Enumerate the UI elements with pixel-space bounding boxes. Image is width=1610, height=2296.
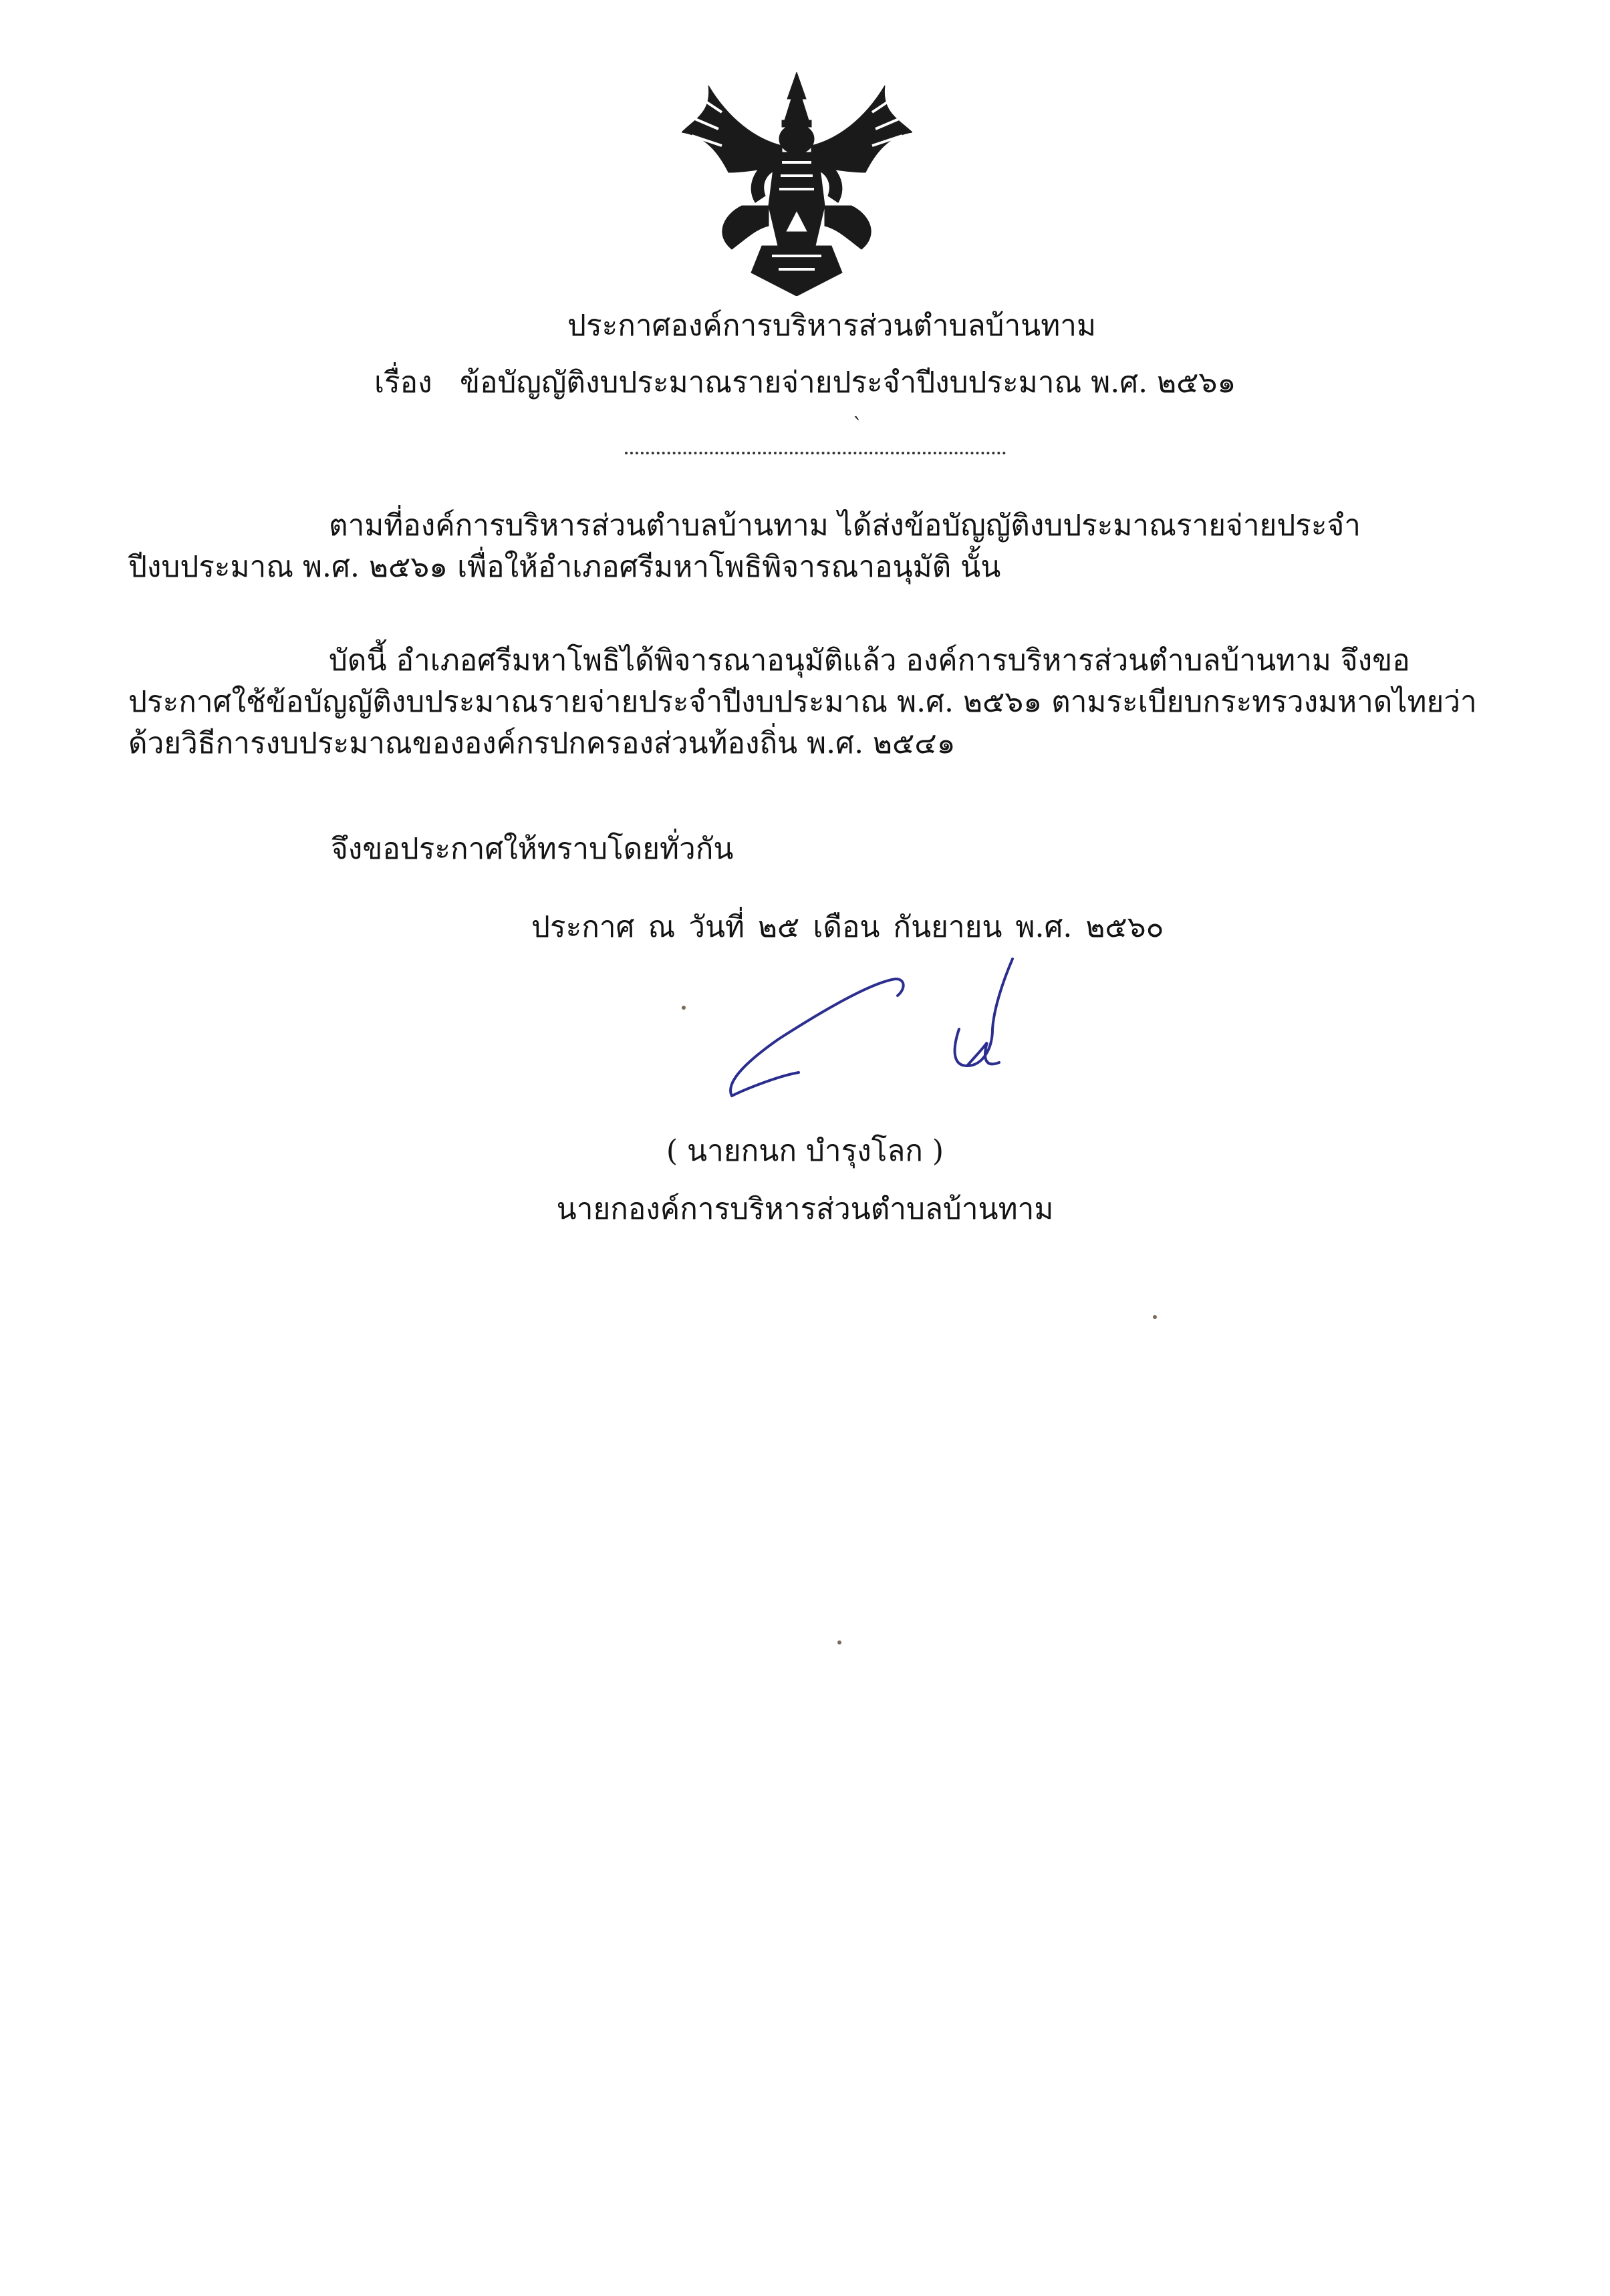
subject-label: เรื่อง bbox=[374, 366, 432, 400]
dotted-separator bbox=[625, 452, 1006, 454]
signer-name: ( นายกนก บำรุงโลก ) bbox=[666, 1134, 944, 1168]
garuda-emblem-icon bbox=[682, 72, 912, 296]
body-paragraph-2 bbox=[128, 640, 1498, 764]
subject-text: ข้อบัญญัติงบประมาณรายจ่ายประจำปีงบประมาณ พ.ศ. ๒๕๖๑ bbox=[460, 366, 1236, 400]
closing-statement: จึงขอประกาศให้ทราบโดยทั่วกัน bbox=[331, 832, 734, 866]
paper-speck bbox=[1153, 1315, 1157, 1319]
document-subject bbox=[374, 364, 1236, 402]
paper-speck bbox=[682, 1006, 686, 1010]
announcement-date: ประกาศ ณ วันที่ ๒๕ เดือน กันยายน พ.ศ. ๒๕๖๐ bbox=[531, 910, 1164, 944]
stray-mark: ` bbox=[853, 414, 863, 438]
body-paragraph-1 bbox=[128, 505, 1498, 588]
paragraph-text: บัดนี้ อำเภอศรีมหาโพธิได้พิจารณาอนุมัติแล้ว องค์การบริหารส่วนตำบลบ้านทาม จึงขอประกาศใช้ข้อบัญญัติงบประมาณรายจ่ายประจำปีงบประมาณ พ.ศ. ๒๕๖๑ ตามระเบียบกระทรวงมหาดไทยว่าด้วยวิธีการงบประมาณขององค์กรปกครองส่วนท้องถิ่น พ.ศ. ๒๕๔๑ bbox=[128, 643, 1477, 760]
signer-position: นายกองค์การบริหารส่วนตำบลบ้านทาม bbox=[556, 1192, 1054, 1226]
document-title: ประกาศองค์การบริหารส่วนตำบลบ้านทาม bbox=[567, 309, 1096, 343]
paragraph-text: ตามที่องค์การบริหารส่วนตำบลบ้านทาม ได้ส่งข้อบัญญัติงบประมาณรายจ่ายประจำปีงบประมาณ พ.ศ. ๒๕๖๑ เพื่อให้อำเภอศรีมหาโพธิพิจารณาอนุมัติ นั้น bbox=[128, 509, 1361, 584]
paper-speck bbox=[837, 1640, 841, 1644]
handwritten-signature bbox=[718, 949, 1026, 1116]
